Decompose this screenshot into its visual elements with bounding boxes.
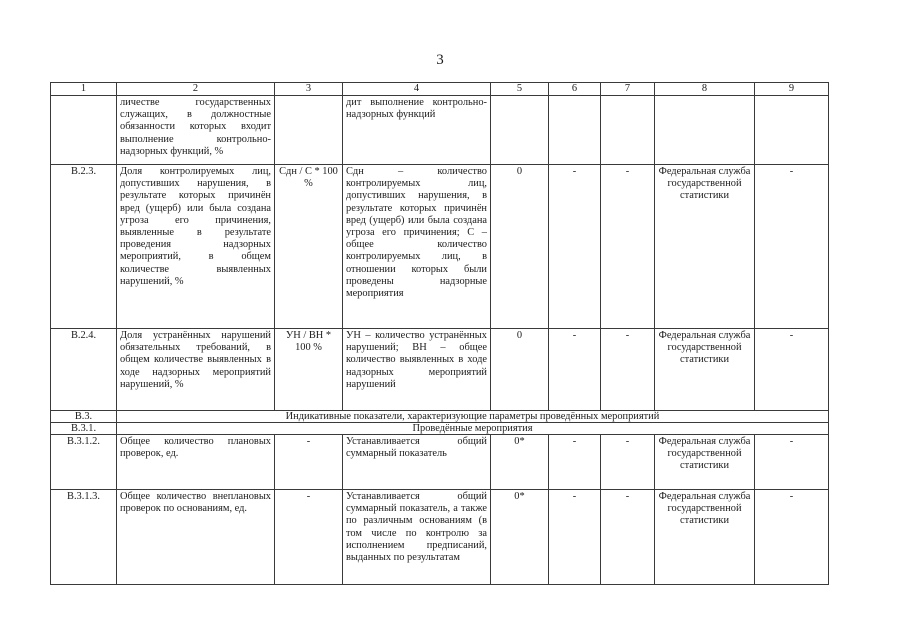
column-number: 7 (601, 83, 655, 96)
indicator-target (491, 96, 549, 165)
cell-col9 (755, 96, 829, 165)
data-source (655, 96, 755, 165)
column-number: 8 (655, 83, 755, 96)
data-source: Федеральная служба государственной статистики (655, 165, 755, 329)
section-code: В.3. (51, 411, 117, 423)
indicator-code: В.2.3. (51, 165, 117, 329)
indicator-description: УН – количество устранённых нарушений; ВН – общее количество выявленных в ходе надзорных мероприятий нарушений (343, 329, 491, 411)
table-row (51, 165, 829, 329)
cell-col6: - (549, 329, 601, 411)
cell-col6 (549, 96, 601, 165)
indicator-formula: - (275, 435, 343, 490)
indicator-code (51, 96, 117, 165)
table-row (51, 329, 829, 411)
indicator-target: 0* (491, 490, 549, 585)
indicator-formula: Сдн / С * 100 % (275, 165, 343, 329)
column-number: 9 (755, 83, 829, 96)
cell-col7 (601, 96, 655, 165)
section-title: Индикативные показатели, характеризующие параметры проведённых мероприятий (117, 411, 829, 423)
indicator-code: В.2.4. (51, 329, 117, 411)
cell-col6: - (549, 490, 601, 585)
section-code: В.3.1. (51, 423, 117, 435)
cell-col6: - (549, 435, 601, 490)
indicator-description: Устанавливается общий суммарный показатель (343, 435, 491, 490)
cell-col9: - (755, 165, 829, 329)
column-number: 6 (549, 83, 601, 96)
column-number: 4 (343, 83, 491, 96)
cell-col7: - (601, 165, 655, 329)
table-row (51, 435, 829, 490)
section-row (51, 423, 829, 435)
indicator-formula (275, 96, 343, 165)
cell-col6: - (549, 165, 601, 329)
indicator-name: Общее количество внеплановых проверок по основаниям, ед. (117, 490, 275, 585)
cell-col9: - (755, 329, 829, 411)
data-source: Федеральная служба государственной статистики (655, 435, 755, 490)
column-number: 2 (117, 83, 275, 96)
indicators-table (50, 82, 829, 585)
cell-col9: - (755, 435, 829, 490)
table-row (51, 96, 829, 165)
cell-col7: - (601, 329, 655, 411)
indicator-formula: - (275, 490, 343, 585)
column-number: 1 (51, 83, 117, 96)
indicator-code: В.3.1.3. (51, 490, 117, 585)
indicator-description: Устанавливается общий суммарный показатель, а также по различным основаниям (в том числе по контролю за исполнением предписаний, выданных по результатам (343, 490, 491, 585)
data-source: Федеральная служба государственной статистики (655, 490, 755, 585)
cell-col9: - (755, 490, 829, 585)
indicator-description: Сдн – количество контролируемых лиц, допустивших нарушения, в результате которых причинён вред (ущерб) или была создана угроза его причинения; С – общее количество контролируемых лиц, в отношении которых были проведены надзорные мероприятия (343, 165, 491, 329)
column-number-row (51, 83, 829, 96)
page-number: 3 (436, 52, 444, 68)
indicator-description: дит выполнение контрольно-надзорных функций (343, 96, 491, 165)
section-title: Проведённые мероприятия (117, 423, 829, 435)
cell-col7: - (601, 435, 655, 490)
indicator-code: В.3.1.2. (51, 435, 117, 490)
table-row (51, 490, 829, 585)
indicator-target: 0* (491, 435, 549, 490)
indicator-name: Доля устранённых нарушений обязательных требований, в общем количестве выявленных в ходе надзорных мероприятий нарушений, % (117, 329, 275, 411)
indicator-name: личестве государственных служащих, в должностные обязанности которых входит выполнение контрольно-надзорных функций, % (117, 96, 275, 165)
indicator-name: Общее количество плановых проверок, ед. (117, 435, 275, 490)
indicator-target: 0 (491, 165, 549, 329)
column-number: 3 (275, 83, 343, 96)
section-row (51, 411, 829, 423)
indicator-name: Доля контролируемых лиц, допустивших нарушения, в результате которых причинён вред (ущерб) или была создана угроза его причинения, выявленные в результате проведения надзорных мероприятий, в общем количестве выявленных нарушений, % (117, 165, 275, 329)
cell-col7: - (601, 490, 655, 585)
data-source: Федеральная служба государственной статистики (655, 329, 755, 411)
column-number: 5 (491, 83, 549, 96)
indicator-target: 0 (491, 329, 549, 411)
indicator-formula: УН / ВН * 100 % (275, 329, 343, 411)
